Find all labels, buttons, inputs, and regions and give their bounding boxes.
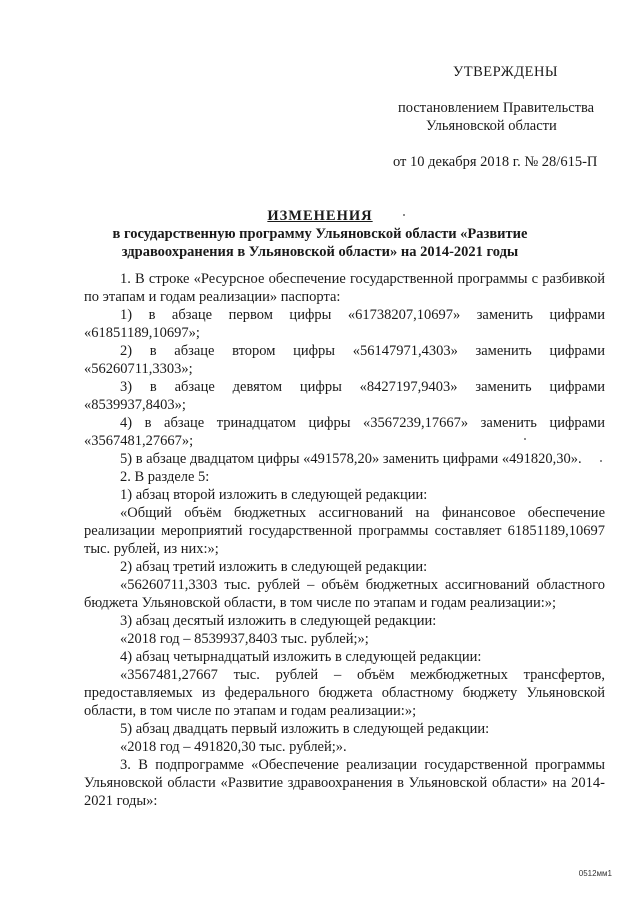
decree-date-number: от 10 декабря 2018 г. № 28/615-П — [393, 154, 598, 170]
paragraph: 5) абзац двадцать первый изложить в следующей редакции: — [120, 721, 490, 737]
title-subtitle-1: в государственную программу Ульяновской области «Развитие — [112, 226, 528, 242]
scan-speck — [600, 460, 602, 462]
paragraph: «Общий объём бюджетных ассигнований на финансовое обеспечение реализации мероприятий государственной программы составляет 61851189,10697 тыс. рублей, из них:»; — [84, 505, 605, 557]
approved-label: УТВЕРЖДЕНЫ — [453, 64, 559, 80]
scan-speck — [524, 438, 526, 440]
paragraph: «56260711,3303 тыс. рублей – объём бюджетных ассигнований областного бюджета Ульяновской области, в том числе по этапам и годам реализации:»; — [84, 577, 605, 611]
paragraph: 2) в абзаце втором цифры «56147971,4303» заменить цифрами «56260711,3303»; — [84, 343, 605, 377]
document-title — [40, 206, 600, 226]
paragraph: 4) абзац четырнадцатый изложить в следующей редакции: — [120, 649, 482, 665]
paragraph: 5) в абзаце двадцатом цифры «491578,20» заменить цифрами «491820,30». — [120, 451, 582, 467]
document-code: 0512мм1 — [578, 869, 612, 878]
paragraph: 4) в абзаце тринадцатом цифры «3567239,17667» заменить цифрами «3567481,27667»; — [84, 415, 605, 449]
paragraph: 3) абзац десятый изложить в следующей редакции: — [120, 613, 437, 629]
approval-line-1: постановлением Правительства — [398, 100, 595, 116]
document-body — [84, 270, 605, 810]
approval-line-2: Ульяновской области — [426, 118, 557, 134]
paragraph: «2018 год – 491820,30 тыс. рублей;». — [120, 739, 347, 755]
scan-speck — [403, 214, 405, 216]
paragraph: 3) в абзаце девятом цифры «8427197,9403» заменить цифрами «8539937,8403»; — [84, 379, 605, 413]
title-subtitle-2: здравоохранения в Ульяновской области» на 2014-2021 годы — [121, 244, 519, 260]
paragraph: 2. В разделе 5: — [120, 469, 210, 485]
paragraph: «2018 год – 8539937,8403 тыс. рублей;»; — [120, 631, 369, 647]
paragraph: 1) в абзаце первом цифры «61738207,10697» заменить цифрами «61851189,10697»; — [84, 307, 605, 341]
paragraph: 1) абзац второй изложить в следующей редакции: — [120, 487, 428, 503]
paragraph: 3. В подпрограмме «Обеспечение реализации государственной программы Ульяновской области «Развитие здравоохранения в Ульяновской области» на 2014-2021 годы»: — [84, 757, 605, 809]
title-main: ИЗМЕНЕНИЯ — [267, 208, 373, 224]
paragraph: «3567481,27667 тыс. рублей – объём межбюджетных трансфертов, предоставляемых из федерального бюджета областному бюджету Ульяновской области, в том числе по этапам и годам реализации:»; — [84, 667, 605, 719]
paragraph: 1. В строке «Ресурсное обеспечение государственной программы с разбивкой по этапам и годам реализации» паспорта: — [84, 271, 605, 305]
paragraph: 2) абзац третий изложить в следующей редакции: — [120, 559, 428, 575]
